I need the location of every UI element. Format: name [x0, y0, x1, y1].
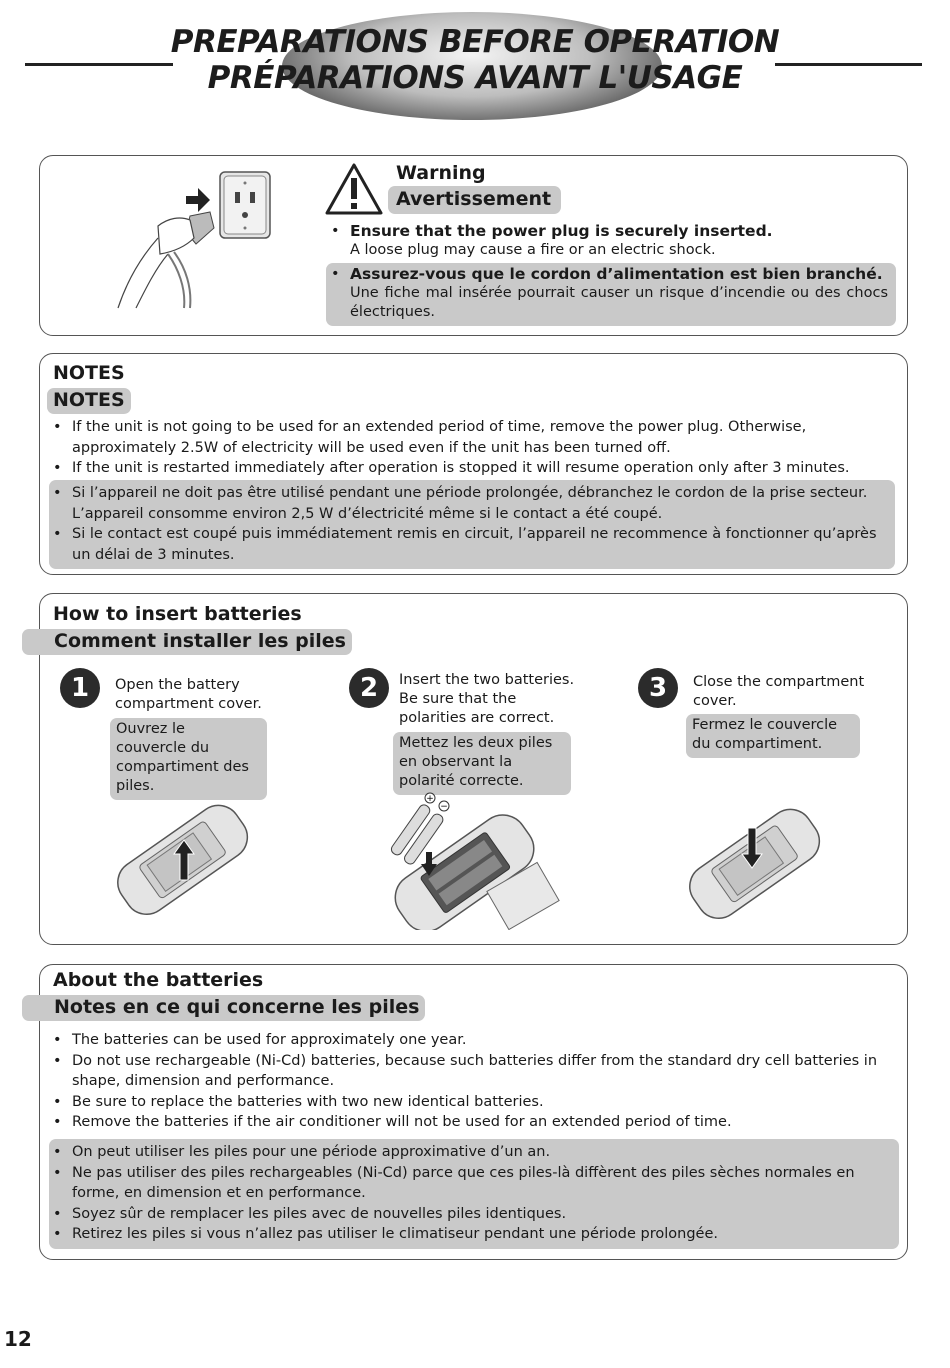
list-item: • The batteries can be used for approximately one year.: [52, 1030, 894, 1051]
list-item: • On peut utiliser les piles pour une période approximative d’un an.: [52, 1142, 891, 1163]
about-list-fr: [49, 1139, 899, 1249]
warning-detail-fr: Une fiche mal insérée pourrait causer un risque d’incendie ou des chocs électriques.: [350, 285, 888, 320]
warning-text-en: • Ensure that the power plug is securely inserted. A loose plug may cause a fire or an electric shock.: [326, 222, 896, 260]
step-3-text-fr: Fermez le couvercle du compartiment.: [686, 714, 860, 758]
insert-title-fr: Comment installer les piles: [22, 629, 352, 655]
warning-box: [39, 155, 908, 336]
warning-triangle-icon: [324, 162, 384, 216]
svg-text:−: −: [440, 802, 448, 812]
step-1-text-en: Open the battery compartment cover.: [115, 677, 262, 712]
notes-list-fr: [49, 480, 895, 569]
list-item: • Retirez les piles si vous n’allez pas utiliser le climatiseur pendant une période prolongée.: [52, 1224, 891, 1245]
warning-bold-en: Ensure that the power plug is securely inserted.: [350, 222, 773, 240]
list-item: • Do not use rechargeable (Ni-Cd) batteries, because such batteries differ from the standard dry cell batteries in shape, dimension and performance.: [52, 1051, 894, 1092]
notes-title-en: NOTES: [53, 362, 125, 384]
list-item: • Remove the batteries if the air conditioner will not be used for an extended period of time.: [52, 1112, 894, 1133]
list-item: • Soyez sûr de remplacer les piles avec de nouvelles piles identiques.: [52, 1204, 891, 1225]
plug-illustration: [98, 168, 278, 313]
page-title-fr: PRÉPARATIONS AVANT L'USAGE: [207, 60, 743, 96]
step-1-number: 1: [60, 668, 100, 708]
about-list-en: [52, 1030, 894, 1133]
list-item: • Ne pas utiliser des piles rechargeables (Ni-Cd) parce que ces piles-là diffèrent des piles sèches normales en forme, en dimension et en performance.: [52, 1163, 891, 1204]
about-batteries-box: [39, 964, 908, 1260]
step-2-text-en: Insert the two batteries. Be sure that the polarities are correct.: [399, 672, 575, 726]
step-2-text-fr: Mettez les deux piles en observant la polarité correcte.: [393, 732, 571, 795]
notes-box: [39, 353, 908, 575]
warning-title-fr: Avertissement: [388, 186, 561, 214]
step-1-text-fr: Ouvrez le couvercle du compartiment des piles.: [110, 718, 267, 800]
warning-detail-en: A loose plug may cause a fire or an electric shock.: [350, 242, 716, 258]
about-title-en: About the batteries: [53, 969, 264, 991]
warning-text-fr: • Assurez-vous que le cordon d’alimentation est bien branché. Une fiche mal insérée pourrait causer un risque d’incendie ou des chocs électriques.: [326, 263, 896, 326]
list-item: • Si le contact est coupé puis immédiatement remis en circuit, l’appareil ne recommence à fonctionner qu’après un délai de 3 minutes.: [52, 524, 887, 565]
step-3-number: 3: [638, 668, 678, 708]
remote-close-cover-illustration: [674, 798, 834, 928]
list-item: • If the unit is not going to be used for an extended period of time, remove the power plug. Otherwise, approximately 2.5W of electricity will be used even if the unit has been turned off.: [52, 417, 888, 458]
warning-title-en: Warning: [396, 162, 486, 184]
svg-text:+: +: [426, 794, 434, 804]
step-3-text-en: Close the compartment cover.: [693, 674, 865, 709]
insert-title-en: How to insert batteries: [53, 603, 302, 625]
notes-list-en: [52, 417, 888, 479]
about-title-fr: Notes en ce qui concerne les piles: [22, 995, 425, 1021]
notes-title-fr: NOTES: [47, 388, 131, 414]
remote-insert-batteries-illustration: [376, 790, 566, 930]
step-2-number: 2: [349, 668, 389, 708]
remote-open-cover-illustration: [102, 794, 262, 924]
list-item: • Be sure to replace the batteries with two new identical batteries.: [52, 1092, 894, 1113]
page-header: [0, 0, 950, 130]
insert-batteries-box: [39, 593, 908, 945]
page-title-en: PREPARATIONS BEFORE OPERATION: [170, 24, 780, 60]
list-item: • Si l’appareil ne doit pas être utilisé pendant une période prolongée, débranchez le cordon de la prise secteur. L’appareil consomme environ 2,5 W d’électricité même si le contact a été coupé.: [52, 483, 887, 524]
list-item: • If the unit is restarted immediately after operation is stopped it will resume operation only after 3 minutes.: [52, 458, 888, 479]
page-number: 12: [4, 1327, 32, 1351]
warning-bold-fr: Assurez-vous que le cordon d’alimentation est bien branché.: [350, 265, 883, 283]
